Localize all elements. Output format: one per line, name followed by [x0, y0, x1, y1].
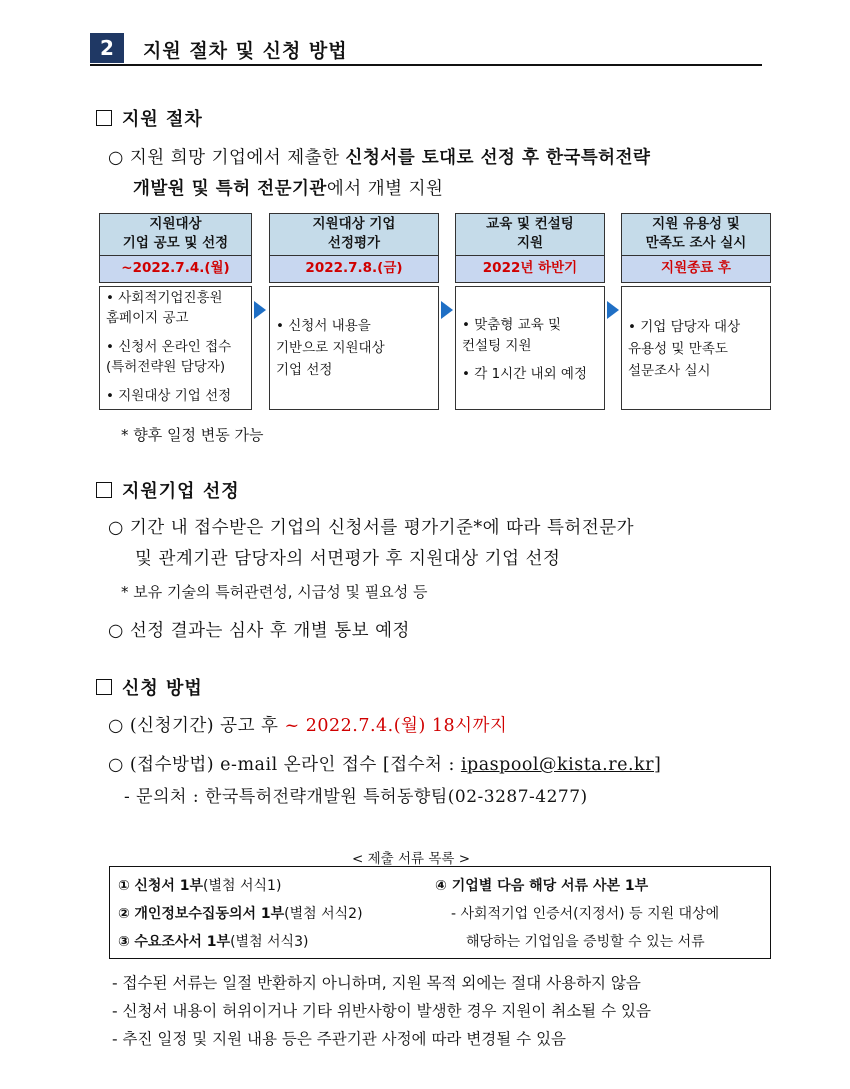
- flow-step-2-title: 지원대상 기업 선정평가: [269, 213, 439, 256]
- flow-step-1-item: • 사회적기업진흥원: [106, 290, 223, 306]
- flow-step-4-item: 설문조사 실시: [628, 363, 711, 379]
- procedure-intro-line1: ○ 지원 희망 기업에서 제출한 신청서를 토대로 선정 후 한국특허전략: [108, 148, 651, 168]
- note-line-3: - 추진 일정 및 지원 내용 등은 주관기관 사정에 따라 변경될 수 있음: [112, 1030, 567, 1048]
- flow-step-2-body: [269, 286, 439, 410]
- checkbox-square-icon: [96, 110, 112, 126]
- flow-step-1-item: • 신청서 온라인 접수: [106, 339, 232, 355]
- method-receipt: ○ (접수방법) e-mail 온라인 접수 [접수처 : ipaspool@kista.re.kr]: [108, 755, 662, 775]
- checkbox-square-icon: [96, 482, 112, 498]
- flow-arrow-icon: [441, 301, 453, 319]
- flow-step-1-item: (특허전략원 담당자): [106, 359, 226, 375]
- flow-step-4-title: 지원 유용성 및 만족도 조사 실시: [621, 213, 771, 256]
- flow-step-3-body: [455, 286, 605, 410]
- flow-step-2-item: 기업 선정: [276, 362, 333, 378]
- note-line-2: - 신청서 내용이 허위이거나 기타 위반사항이 발생한 경우 지원이 취소될 수 있음: [112, 1002, 651, 1020]
- flow-step-2-item: • 신청서 내용을: [276, 318, 371, 334]
- procedure-intro-line2: 개발원 및 특허 전문기관에서 개별 지원: [133, 179, 444, 199]
- document-item-4-title: ④ 기업별 다음 해당 서류 사본 1부: [435, 878, 649, 894]
- flow-step-1-body: [99, 286, 252, 410]
- note-line-1: - 접수된 서류는 일절 반환하지 아니하며, 지원 목적 외에는 절대 사용하지 않음: [112, 974, 641, 992]
- flow-step-1-date: ~2022.7.4.(월): [99, 256, 252, 283]
- method-heading: 신청 방법: [96, 674, 203, 700]
- method-period: ○ (신청기간) 공고 후 ~ 2022.7.4.(월) 18시까지: [108, 716, 508, 736]
- section-number: 2: [90, 33, 124, 63]
- selection-line1: ○ 기간 내 접수받은 기업의 신청서를 평가기준*에 따라 특허전문가: [108, 518, 635, 538]
- selection-note: * 보유 기술의 특허관련성, 시급성 및 필요성 등: [121, 583, 428, 601]
- selection-line3: ○ 선정 결과는 심사 후 개별 통보 예정: [108, 621, 410, 641]
- flow-step-1-title: 지원대상 기업 공모 및 선정: [99, 213, 252, 256]
- method-contact: - 문의처 : 한국특허전략개발원 특허동향팀(02-3287-4277): [124, 787, 588, 807]
- flow-step-1-item: 홈페이지 공고: [106, 310, 189, 326]
- flow-step-3-item: • 각 1시간 내외 예정: [462, 366, 588, 382]
- flow-step-2-item: 기반으로 지원대상: [276, 340, 385, 356]
- procedure-heading: 지원 절차: [96, 105, 203, 131]
- flow-step-4-item: • 기업 담당자 대상: [628, 319, 741, 335]
- receipt-email-link[interactable]: ipaspool@kista.re.kr: [460, 755, 654, 775]
- documents-caption: < 제출 서류 목록 >: [352, 851, 471, 867]
- section-title: 지원 절차 및 신청 방법: [143, 40, 348, 62]
- flow-step-3-title: 교육 및 컨설팅 지원: [455, 213, 605, 256]
- selection-heading: 지원기업 선정: [96, 477, 240, 503]
- flow-arrow-icon: [254, 301, 266, 319]
- section-rule: [90, 64, 762, 66]
- document-item-4-line2: 해당하는 기업임을 증빙할 수 있는 서류: [466, 934, 705, 950]
- document-item-1: ① 신청서 1부(별첨 서식1): [118, 878, 282, 894]
- flow-step-2: [269, 213, 439, 283]
- documents-box: [109, 866, 771, 959]
- flow-step-3: [455, 213, 605, 283]
- flow-step-1-item: • 지원대상 기업 선정: [106, 388, 232, 404]
- flow-step-2-date: 2022.7.8.(금): [269, 256, 439, 283]
- flow-step-4-date: 지원종료 후: [621, 256, 771, 283]
- flow-step-3-date: 2022년 하반기: [455, 256, 605, 283]
- selection-line2: 및 관계기관 담당자의 서면평가 후 지원대상 기업 선정: [135, 549, 561, 569]
- document-item-4-line1: - 사회적기업 인증서(지정서) 등 지원 대상에: [451, 906, 720, 922]
- flow-step-4-body: [621, 286, 771, 410]
- flow-step-4: [621, 213, 771, 283]
- flow-arrow-icon: [607, 301, 619, 319]
- document-item-2: ② 개인정보수집동의서 1부(별첨 서식2): [118, 906, 363, 922]
- document-item-3: ③ 수요조사서 1부(별첨 서식3): [118, 934, 309, 950]
- flow-step-4-item: 유용성 및 만족도: [628, 341, 728, 357]
- flow-step-3-item: • 맞춤형 교육 및: [462, 317, 562, 333]
- checkbox-square-icon: [96, 679, 112, 695]
- schedule-note: * 향후 일정 변동 가능: [121, 426, 264, 444]
- flow-step-3-item: 컨설팅 지원: [462, 338, 532, 354]
- flow-step-1: [99, 213, 252, 283]
